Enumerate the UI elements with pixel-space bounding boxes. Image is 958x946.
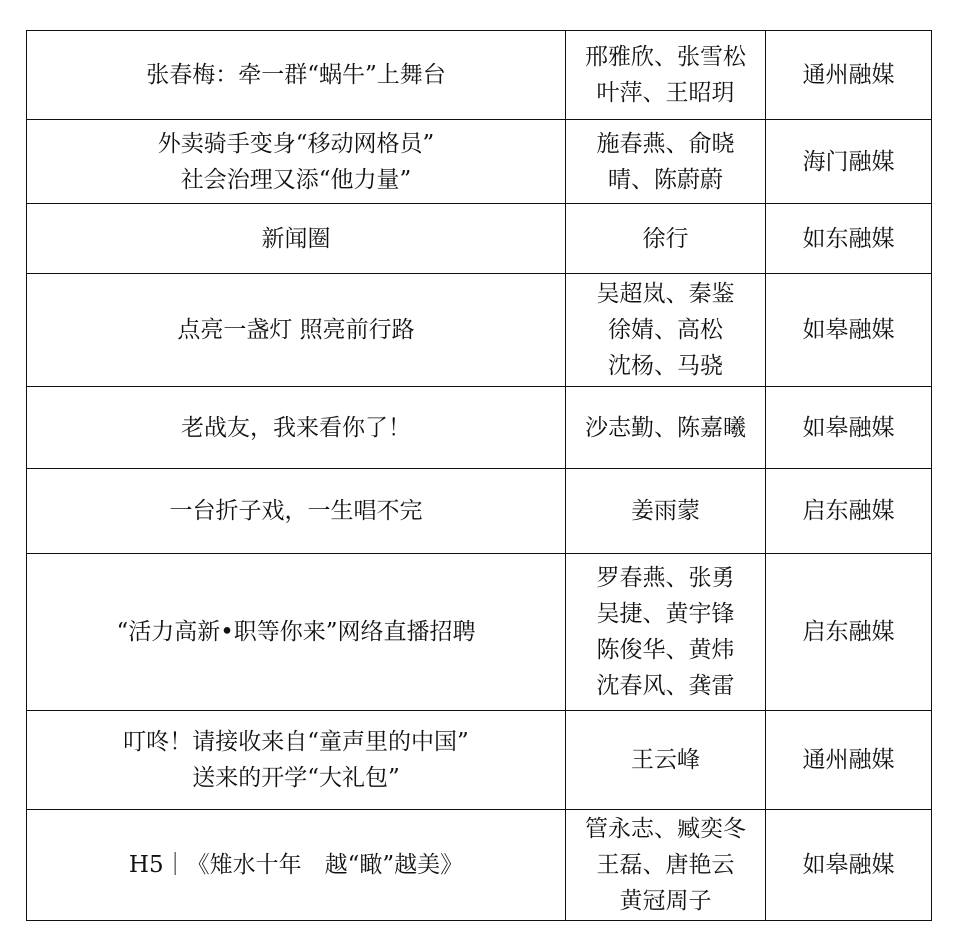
authors-cell [566, 469, 766, 554]
title-line: 老战友，我来看你了！ [181, 414, 411, 441]
table-row [27, 469, 932, 554]
unit-cell: 海门融媒 [766, 120, 932, 204]
author-line: 徐婧、高松 [608, 317, 723, 343]
title-cell [27, 274, 566, 387]
title-cell [27, 711, 566, 810]
table-row [27, 711, 932, 810]
title-cell [27, 387, 566, 469]
title-line: 点亮一盏灯 照亮前行路 [177, 317, 415, 343]
authors-cell [566, 810, 766, 921]
author-line: 沙志勤、陈嘉曦 [585, 414, 746, 441]
title-line: 外卖骑手变身“移动网格员” [157, 130, 435, 157]
authors-cell [566, 204, 766, 274]
table-row [27, 204, 932, 274]
author-line: 王磊、唐艳云 [596, 852, 735, 878]
title-line: H5｜《雉水十年 越“瞰”越美》 [128, 852, 464, 878]
authors-cell [566, 120, 766, 204]
table-row [27, 31, 932, 120]
title-line: 送来的开学“大礼包” [192, 765, 400, 791]
table-row [27, 274, 932, 387]
unit-cell: 通州融媒 [766, 31, 932, 120]
title-cell [27, 810, 566, 921]
table-row [27, 554, 932, 711]
title-cell [27, 554, 566, 711]
unit-cell: 通州融媒 [766, 711, 932, 810]
author-line: 管永志、臧奕冬 [585, 816, 746, 842]
unit-cell: 如东融媒 [766, 204, 932, 274]
title-cell [27, 120, 566, 204]
author-line: 沈杨、马骁 [608, 353, 723, 379]
authors-cell [566, 31, 766, 120]
authors-cell [566, 711, 766, 810]
unit-cell: 如皋融媒 [766, 387, 932, 469]
table-body [27, 31, 932, 921]
author-line: 王云峰 [631, 747, 700, 773]
title-cell [27, 469, 566, 554]
author-line: 施春燕、俞晓 [596, 130, 735, 157]
author-line: 吴捷、黄宇锋 [596, 601, 735, 627]
title-line: 社会治理又添“他力量” [180, 166, 412, 193]
unit-cell: 如皋融媒 [766, 810, 932, 921]
authors-cell [566, 274, 766, 387]
title-line: “活力高新•职等你来”网络直播招聘 [116, 619, 476, 645]
awards-table [26, 30, 932, 921]
authors-cell [566, 387, 766, 469]
table-row [27, 387, 932, 469]
title-line: 新闻圈 [261, 225, 331, 252]
title-cell [27, 31, 566, 120]
author-line: 沈春风、龚雷 [596, 673, 735, 699]
table-row [27, 810, 932, 921]
author-line: 吴超岚、秦鉴 [596, 281, 735, 307]
title-line: 张春梅：牵一群“蜗牛”上舞台 [146, 62, 446, 88]
unit-cell: 启东融媒 [766, 469, 932, 554]
author-line: 叶萍、王昭玥 [596, 80, 735, 106]
title-line: 叮咚！请接收来自“童声里的中国” [123, 729, 469, 755]
author-line: 晴、陈蔚蔚 [608, 166, 723, 193]
author-line: 罗春燕、张勇 [596, 565, 735, 591]
unit-cell: 启东融媒 [766, 554, 932, 711]
author-line: 徐行 [642, 225, 689, 252]
author-line: 姜雨蒙 [631, 498, 700, 524]
table-row [27, 120, 932, 204]
author-line: 黄冠周子 [619, 888, 712, 914]
authors-cell [566, 554, 766, 711]
title-cell [27, 204, 566, 274]
author-line: 邢雅欣、张雪松 [585, 44, 746, 70]
author-line: 陈俊华、黄炜 [596, 637, 735, 663]
title-line: 一台折子戏，一生唱不完 [169, 498, 423, 524]
unit-cell: 如皋融媒 [766, 274, 932, 387]
